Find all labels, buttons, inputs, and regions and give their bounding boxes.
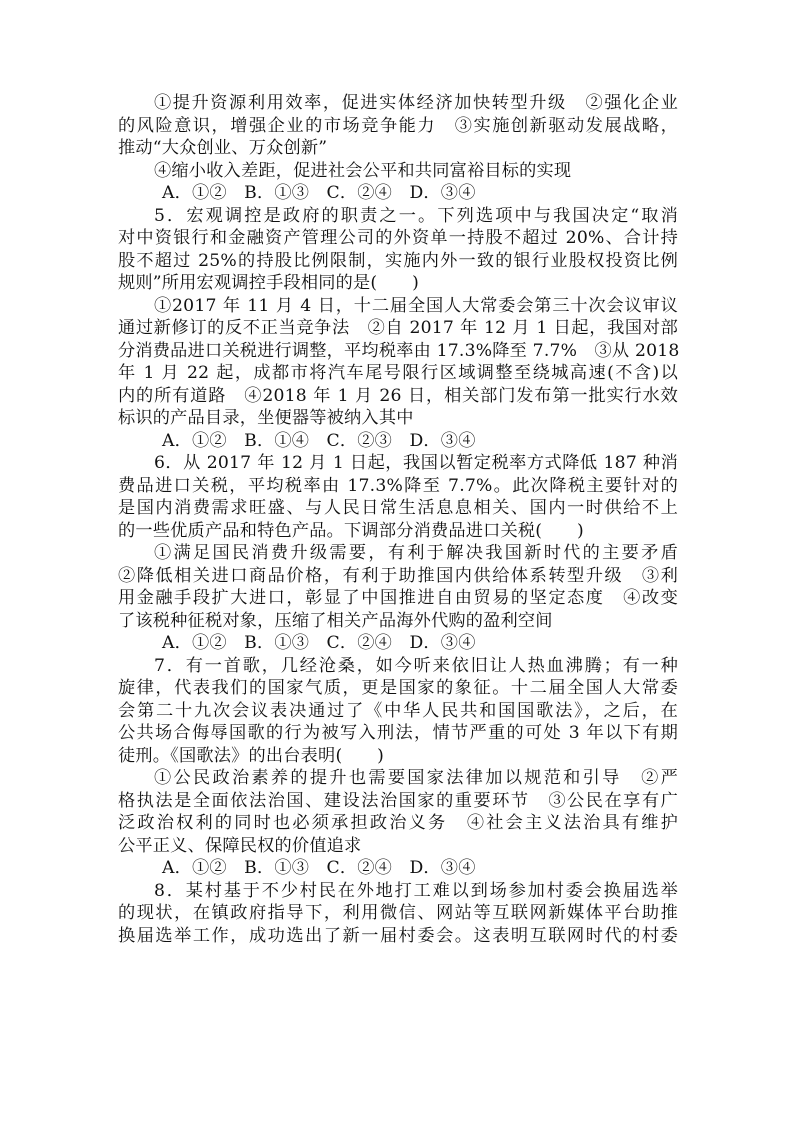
answer-choices: A．①② B．①③ C．②④ D．③④ xyxy=(162,858,476,878)
option-line: 年 1 月 22 起，成都市将汽车尾号限行区域调整至绕城高速(不含)以 xyxy=(118,363,678,383)
document-page xyxy=(118,92,678,947)
question-6-text: 是国内消费需求旺盛、与人民日常生活息息相关、国内一时供给不上 xyxy=(118,498,678,518)
answer-choices: A．①② B．①③ C．②④ D．③④ xyxy=(162,633,476,653)
question-7-text: 公共场合侮辱国歌的行为被写入刑法，情节严重的可处 3 年以下有期 xyxy=(118,723,678,743)
option-line: ①2017 年 11 月 4 日，十二届全国人大常委会第三十次会议审议 xyxy=(154,295,678,316)
option-line: ②降低相关进口商品价格，有利于助推国内供给体系转型升级 ③利 xyxy=(118,565,678,586)
question-6-text: 费品进口关税，平均税率由 17.3%降至 7.7%。此次降税主要针对的 xyxy=(118,475,678,496)
option-line: 内的所有道路 ④2018 年 1 月 26 日，相关部门发布第一批实行水效 xyxy=(118,385,678,406)
question-5-text: 规则”所用宏观调控手段相同的是( ) xyxy=(118,273,419,293)
question-6-text: 的一些优质产品和特色产品。下调部分消费品进口关税( ) xyxy=(118,520,584,541)
question-7-text: 会第二十九次会议表决通过了《中华人民共和国国歌法》，之后，在 xyxy=(118,700,678,721)
question-6-text: 6．从 2017 年 12 月 1 日起，我国以暂定税率方式降低 187 种消 xyxy=(154,453,678,473)
option-line: 分消费品进口关税进行调整，平均税率由 17.3%降至 7.7% ③从 2018 xyxy=(118,340,680,361)
question-7-text: 7．有一首歌，几经沧桑，如今听来依旧让人热血沸腾；有一种 xyxy=(154,655,678,676)
option-line: 推动“大众创业、万众创新” xyxy=(118,138,328,158)
option-line: 格执法是全面依法治国、建设法治国家的重要环节 ③公民在享有广 xyxy=(118,790,678,811)
question-8-text: 8．某村基于不少村民在外地打工难以到场参加村委会换届选举 xyxy=(154,880,678,901)
option-line: ①满足国民消费升级需要，有利于解决我国新时代的主要矛盾 xyxy=(154,543,678,563)
option-line: ①公民政治素养的提升也需要国家法律加以规范和引导 ②严 xyxy=(154,768,678,788)
question-5-text: 5．宏观调控是政府的职责之一。下列选项中与我国决定“取消 xyxy=(154,205,678,226)
option-line: 公平正义、保障民权的价值追求 xyxy=(118,835,362,856)
option-line: ①提升资源利用效率，促进实体经济加快转型升级 ②强化企业 xyxy=(154,93,678,113)
option-line: 的风险意识，增强企业的市场竞争能力 ③实施创新驱动发展战略， xyxy=(118,115,678,136)
option-line: 通过新修订的反不正当竞争法 ②自 2017 年 12 月 1 日起，我国对部 xyxy=(118,318,678,338)
option-line: 用金融手段扩大进口，彰显了中国推进自由贸易的坚定态度 ④改变 xyxy=(118,588,678,608)
question-7-text: 旋律，代表我们的国家气质，更是国家的象征。十二届全国人大常委 xyxy=(118,678,678,698)
question-7-text: 徒刑。《国歌法》的出台表明( ) xyxy=(118,745,385,766)
question-5-text: 对中资银行和金融资产管理公司的外资单一持股不超过 20%、合计持 xyxy=(118,228,678,248)
answer-choices: A．①② B．①④ C．②③ D．③④ xyxy=(162,430,476,451)
option-line: 泛政治权利的同时也必须承担政治义务 ④社会主义法治具有维护 xyxy=(118,813,678,833)
question-8-text: 的现状，在镇政府指导下，利用微信、网站等互联网新媒体平台助推 xyxy=(118,903,678,923)
question-5-text: 股不超过 25%的持股比例限制，实施内外一致的银行业股权投资比例 xyxy=(118,250,678,271)
question-8-text: 换届选举工作，成功选出了新一届村委会。这表明互联网时代的村委 xyxy=(118,925,678,946)
option-line: 了该税种征税对象，压缩了相关产品海外代购的盈利空间 xyxy=(118,610,553,631)
option-line: 标识的产品目录，坐便器等被纳入其中 xyxy=(118,408,414,428)
option-line: ④缩小收入差距，促进社会公平和共同富裕目标的实现 xyxy=(154,160,572,181)
answer-choices: A．①② B．①③ C．②④ D．③④ xyxy=(162,183,476,203)
